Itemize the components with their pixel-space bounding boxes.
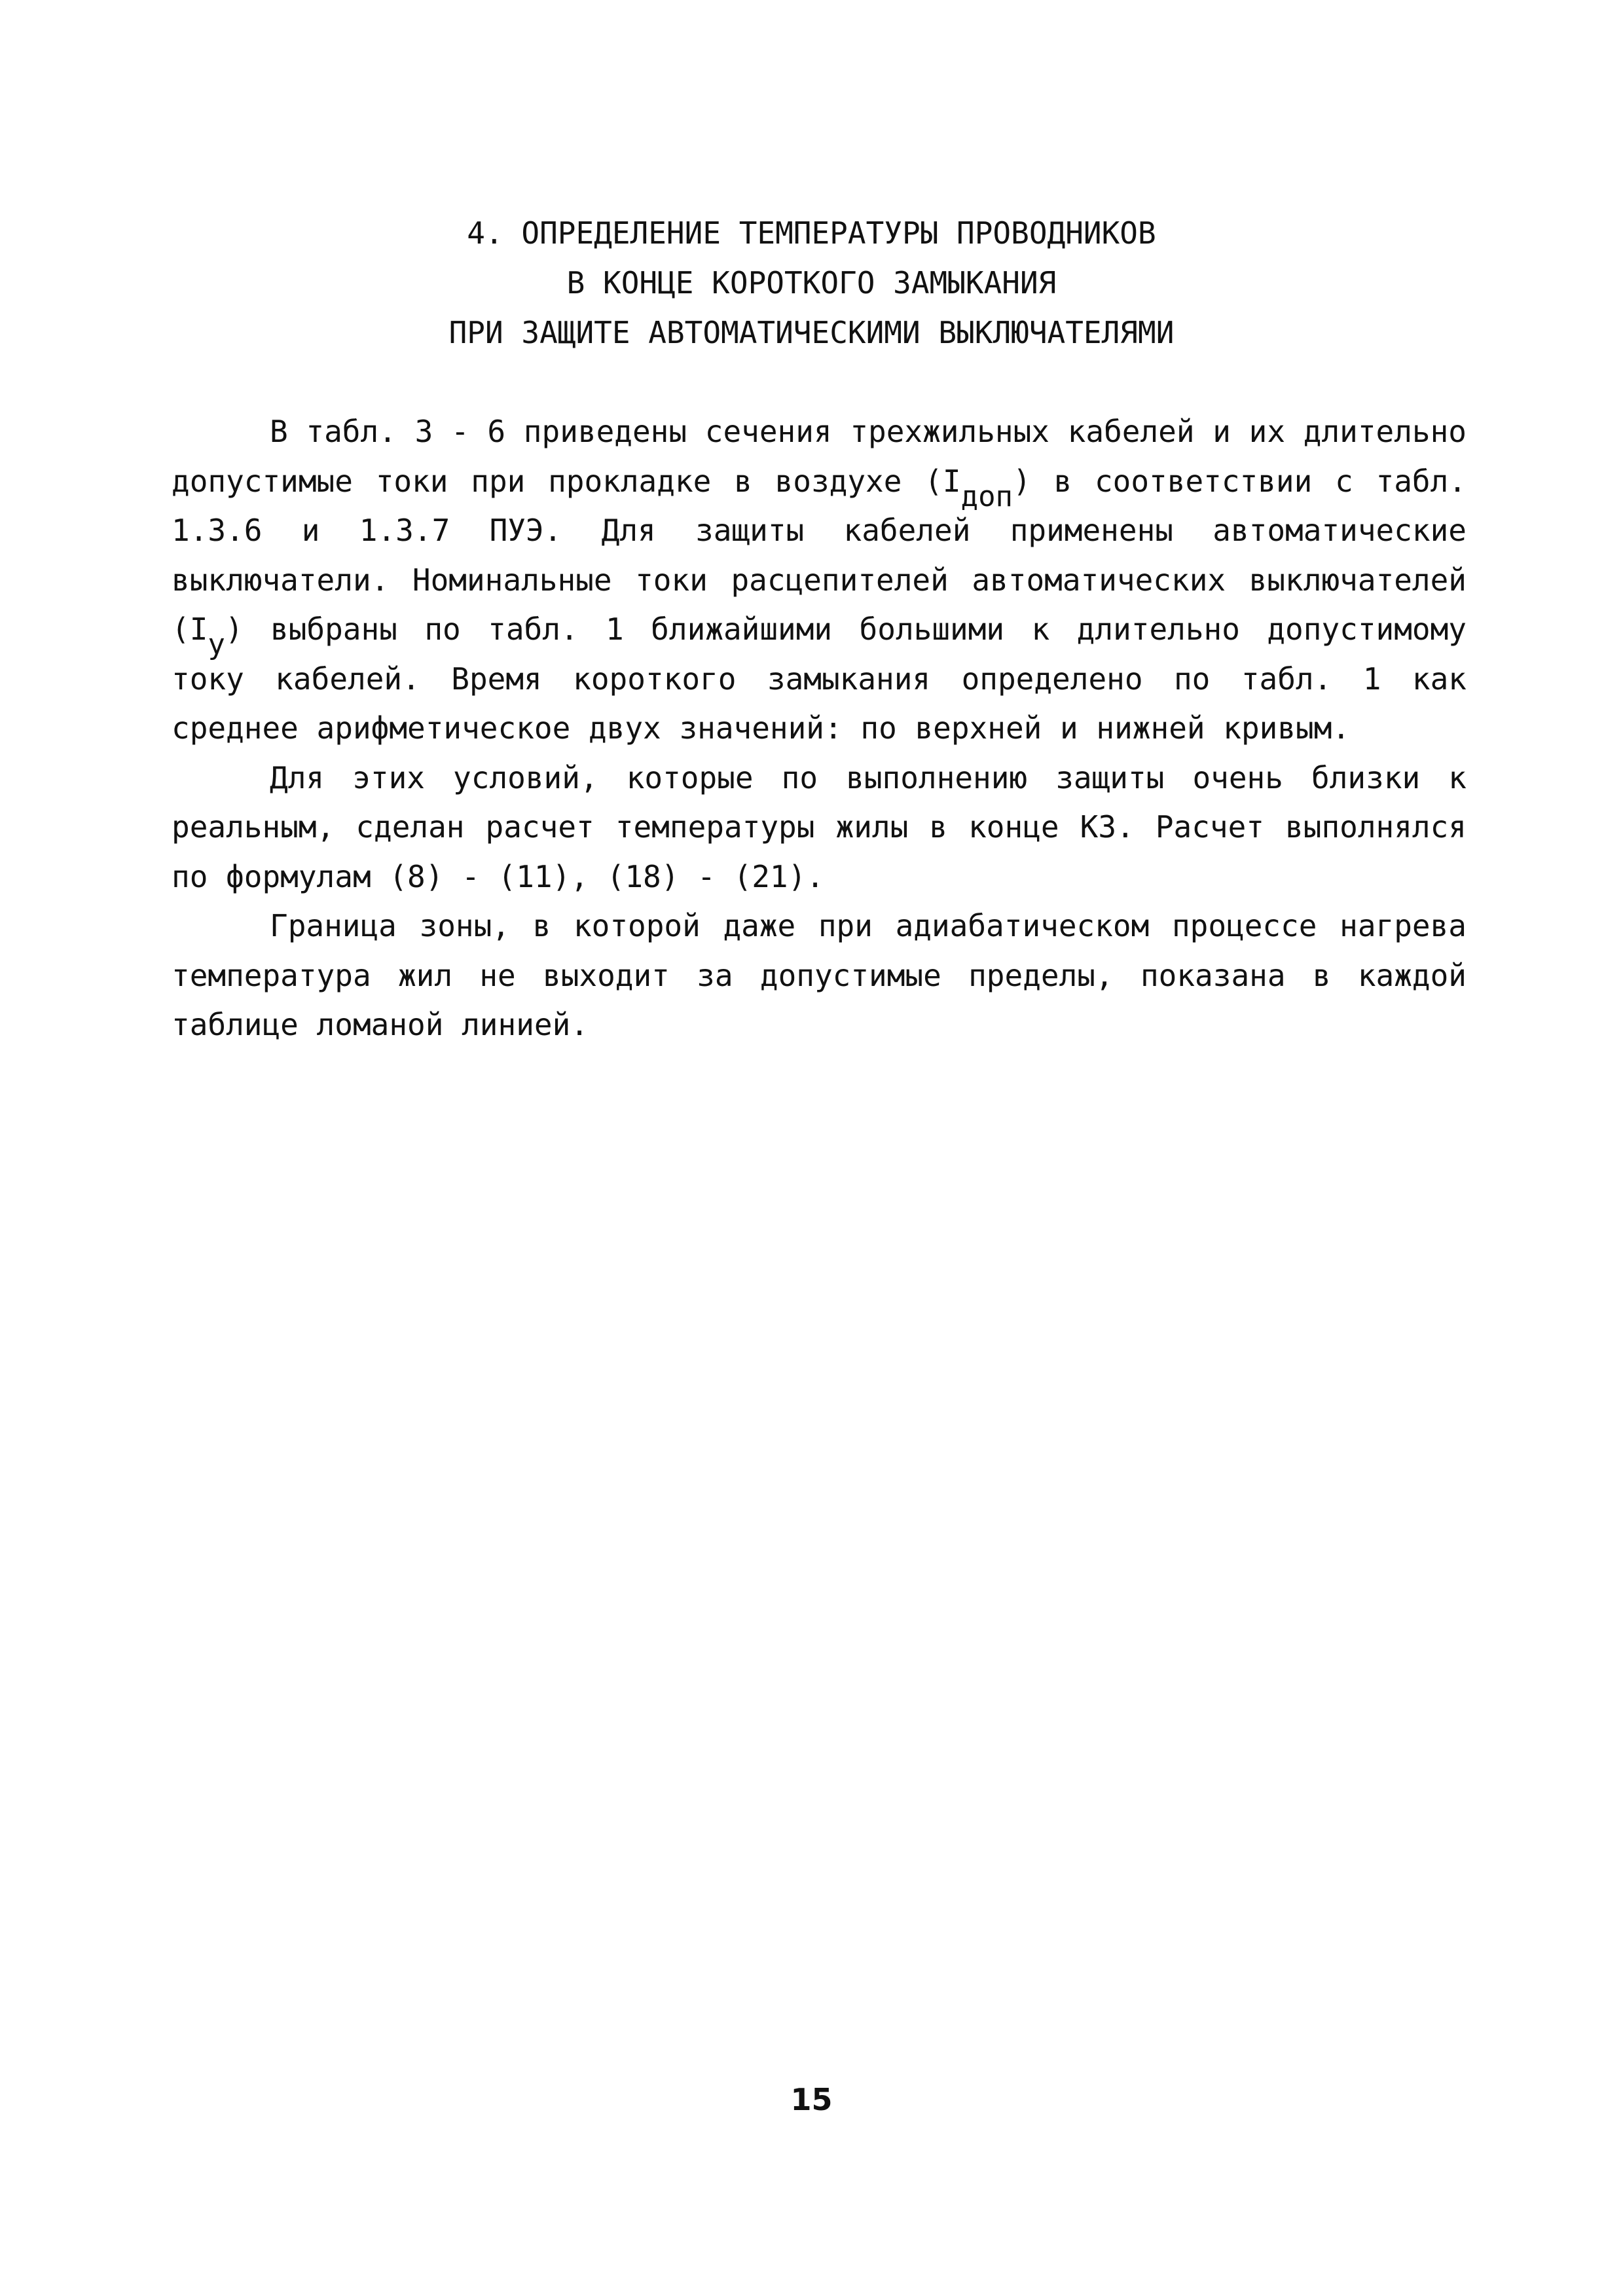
section-title-line-3: ПРИ ЗАЩИТЕ АВТОМАТИЧЕСКИМИ ВЫКЛЮЧАТЕЛЯМИ — [448, 315, 1175, 350]
paragraph-2: Для этих условий, которые по выполнению защиты очень близки к реальным, сделан расчет температуры жилы в конце КЗ. Расчет выполнялся по формулам (8) - (11), (18) - (21). — [172, 759, 1467, 894]
section-title-line-1: 4. ОПРЕДЕЛЕНИЕ ТЕМПЕРАТУРЫ ПРОВОДНИКОВ — [467, 215, 1156, 251]
paragraph-1-part-2: ) в соответствии с табл. 1.3.6 и 1.3.7 ПУЭ. Для защиты кабелей применены автоматические выключатели. Номинальные токи расцепителей автоматических выключателей (I — [172, 463, 1467, 647]
paragraph-1-part-3: ) выбраны по табл. 1 ближайшими большими к длительно допустимому току кабелей. Время короткого замыкания определено по табл. 1 как среднее арифметическое двух значений: по верхней и нижней кривым. — [172, 611, 1467, 746]
paragraph-3: Граница зоны, в которой даже при адиабатическом процессе нагрева температура жил не выходит за допустимые пределы, показана в каждой таблице ломаной линией. — [172, 908, 1467, 1042]
body-text — [172, 407, 1467, 1050]
subscript-u: у — [208, 628, 225, 661]
subscript-dop: доп — [960, 479, 1013, 513]
paragraph-1 — [172, 407, 1467, 754]
section-title — [0, 208, 1623, 357]
section-title-line-2: В КОНЦЕ КОРОТКОГО ЗАМЫКАНИЯ — [566, 265, 1057, 301]
page-number: 15 — [790, 2082, 833, 2117]
paragraph-1-part-1: В табл. 3 - 6 приведены сечения трехжильных кабелей и их длительно допустимые токи при прокладке в воздухе (I — [172, 414, 1467, 499]
